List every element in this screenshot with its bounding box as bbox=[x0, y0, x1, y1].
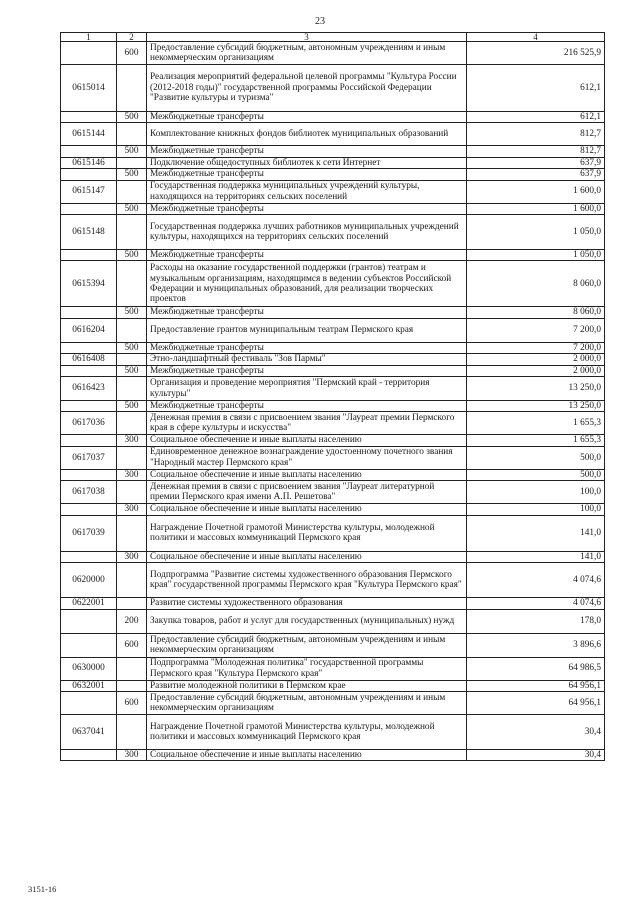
table-row bbox=[61, 157, 605, 168]
table-row bbox=[61, 515, 605, 551]
amount-cell: 7 200,0 bbox=[467, 342, 605, 353]
kvr-cell: 300 bbox=[117, 749, 147, 760]
name-cell: Денежная премия в связи с присвоением звания "Лауреат премии Пермского края в сфере культуры и искусства" bbox=[147, 412, 467, 435]
name-cell: Государственная поддержка муниципальных учреждений культуры, находящихся на территориях сельских поселений bbox=[147, 180, 467, 203]
amount-cell: 216 525,9 bbox=[467, 42, 605, 65]
table-row bbox=[61, 123, 605, 146]
amount-cell: 4 074,6 bbox=[467, 598, 605, 609]
code-cell bbox=[61, 435, 117, 446]
table-row bbox=[61, 551, 605, 562]
amount-cell: 178,0 bbox=[467, 609, 605, 633]
name-cell: Межбюджетные трансферты bbox=[147, 401, 467, 412]
code-cell bbox=[61, 469, 117, 480]
amount-cell: 812,7 bbox=[467, 123, 605, 146]
table-row bbox=[61, 203, 605, 214]
kvr-cell bbox=[117, 714, 147, 749]
code-cell bbox=[61, 169, 117, 180]
kvr-cell bbox=[117, 318, 147, 342]
kvr-cell bbox=[117, 180, 147, 203]
code-cell bbox=[61, 551, 117, 562]
amount-cell: 812,7 bbox=[467, 146, 605, 157]
amount-cell: 612,1 bbox=[467, 112, 605, 123]
code-cell: 0615144 bbox=[61, 123, 117, 146]
code-cell: 0622001 bbox=[61, 598, 117, 609]
column-header: 3 bbox=[147, 33, 467, 42]
kvr-cell bbox=[117, 123, 147, 146]
table-row bbox=[61, 354, 605, 365]
table-row bbox=[61, 250, 605, 261]
code-cell bbox=[61, 401, 117, 412]
kvr-cell bbox=[117, 261, 147, 307]
amount-cell: 30,4 bbox=[467, 714, 605, 749]
code-cell bbox=[61, 749, 117, 760]
name-cell: Развитие системы художественного образования bbox=[147, 598, 467, 609]
code-cell: 0637041 bbox=[61, 714, 117, 749]
amount-cell: 100,0 bbox=[467, 504, 605, 515]
kvr-cell: 600 bbox=[117, 42, 147, 65]
table-row bbox=[61, 609, 605, 633]
amount-cell: 7 200,0 bbox=[467, 318, 605, 342]
kvr-cell: 300 bbox=[117, 504, 147, 515]
table-row bbox=[61, 65, 605, 112]
kvr-cell: 500 bbox=[117, 112, 147, 123]
code-cell: 0616408 bbox=[61, 354, 117, 365]
kvr-cell: 500 bbox=[117, 250, 147, 261]
code-cell bbox=[61, 307, 117, 318]
table-row bbox=[61, 169, 605, 180]
code-cell: 0620000 bbox=[61, 563, 117, 598]
kvr-cell: 300 bbox=[117, 469, 147, 480]
kvr-cell bbox=[117, 157, 147, 168]
name-cell: Социальное обеспечение и иные выплаты населению bbox=[147, 435, 467, 446]
name-cell: Межбюджетные трансферты bbox=[147, 250, 467, 261]
code-cell: 0617039 bbox=[61, 515, 117, 551]
amount-cell: 100,0 bbox=[467, 481, 605, 504]
code-cell bbox=[61, 203, 117, 214]
page-number: 23 bbox=[315, 16, 325, 27]
code-cell: 0630000 bbox=[61, 657, 117, 680]
amount-cell: 500,0 bbox=[467, 446, 605, 469]
amount-cell: 4 074,6 bbox=[467, 563, 605, 598]
table-row bbox=[61, 504, 605, 515]
code-cell: 0632001 bbox=[61, 680, 117, 691]
column-header-row bbox=[61, 33, 605, 42]
kvr-cell: 300 bbox=[117, 551, 147, 562]
amount-cell: 2 000,0 bbox=[467, 354, 605, 365]
kvr-cell bbox=[117, 563, 147, 598]
table-row bbox=[61, 377, 605, 401]
name-cell: Комплектование книжных фондов библиотек муниципальных образований bbox=[147, 123, 467, 146]
code-cell: 0617037 bbox=[61, 446, 117, 469]
amount-cell: 64 956,1 bbox=[467, 680, 605, 691]
footer-code: 3151-16 bbox=[28, 884, 57, 894]
code-cell: 0615148 bbox=[61, 215, 117, 250]
code-cell: 0616423 bbox=[61, 377, 117, 401]
amount-cell: 1 600,0 bbox=[467, 203, 605, 214]
name-cell: Единовременное денежное вознаграждение удостоенному почетного звания "Народный мастер Пермского края" bbox=[147, 446, 467, 469]
amount-cell: 1 600,0 bbox=[467, 180, 605, 203]
amount-cell: 64 986,5 bbox=[467, 657, 605, 680]
kvr-cell: 500 bbox=[117, 365, 147, 376]
amount-cell: 8 060,0 bbox=[467, 307, 605, 318]
name-cell: Государственная поддержка лучших работников муниципальных учреждений культуры, находящихся на территориях сельских поселений bbox=[147, 215, 467, 250]
code-cell bbox=[61, 112, 117, 123]
kvr-cell bbox=[117, 65, 147, 112]
code-cell bbox=[61, 146, 117, 157]
table-row bbox=[61, 598, 605, 609]
name-cell: Реализация мероприятий федеральной целевой программы "Культура России (2012-2018 годы)" государственной программы Российской Федерации "Развитие культуры и туризма" bbox=[147, 65, 467, 112]
kvr-cell: 500 bbox=[117, 169, 147, 180]
column-header: 2 bbox=[117, 33, 147, 42]
name-cell: Социальное обеспечение и иные выплаты населению bbox=[147, 749, 467, 760]
table-row bbox=[61, 180, 605, 203]
name-cell: Межбюджетные трансферты bbox=[147, 146, 467, 157]
amount-cell: 1 655,3 bbox=[467, 412, 605, 435]
name-cell: Этно-ландшафтный фестиваль "Зов Пармы" bbox=[147, 354, 467, 365]
name-cell: Предоставление субсидий бюджетным, автономным учреждениям и иным некоммерческим организациям bbox=[147, 691, 467, 714]
name-cell: Закупка товаров, работ и услуг для государственных (муниципальных) нужд bbox=[147, 609, 467, 633]
amount-cell: 141,0 bbox=[467, 551, 605, 562]
table-row bbox=[61, 563, 605, 598]
budget-table bbox=[60, 32, 605, 761]
kvr-cell: 500 bbox=[117, 146, 147, 157]
amount-cell: 637,9 bbox=[467, 169, 605, 180]
amount-cell: 13 250,0 bbox=[467, 377, 605, 401]
table-row bbox=[61, 42, 605, 65]
code-cell bbox=[61, 633, 117, 657]
kvr-cell: 600 bbox=[117, 633, 147, 657]
name-cell: Награждение Почетной грамотой Министерства культуры, молодежной политики и массовых коммуникаций Пермского края bbox=[147, 515, 467, 551]
kvr-cell: 300 bbox=[117, 435, 147, 446]
code-cell bbox=[61, 365, 117, 376]
name-cell: Награждение Почетной грамотой Министерства культуры, молодежной политики и массовых коммуникаций Пермского края bbox=[147, 714, 467, 749]
table-row bbox=[61, 215, 605, 250]
amount-cell: 30,4 bbox=[467, 749, 605, 760]
table-row bbox=[61, 680, 605, 691]
amount-cell: 1 655,3 bbox=[467, 435, 605, 446]
table-row bbox=[61, 412, 605, 435]
code-cell: 0615147 bbox=[61, 180, 117, 203]
table-row bbox=[61, 318, 605, 342]
code-cell: 0617036 bbox=[61, 412, 117, 435]
amount-cell: 141,0 bbox=[467, 515, 605, 551]
table-row bbox=[61, 365, 605, 376]
kvr-cell bbox=[117, 515, 147, 551]
table-row bbox=[61, 261, 605, 307]
table-row bbox=[61, 307, 605, 318]
kvr-cell: 500 bbox=[117, 307, 147, 318]
code-cell: 0617038 bbox=[61, 481, 117, 504]
table-row bbox=[61, 446, 605, 469]
name-cell: Социальное обеспечение и иные выплаты населению bbox=[147, 504, 467, 515]
kvr-cell bbox=[117, 598, 147, 609]
name-cell: Предоставление грантов муниципальным театрам Пермского края bbox=[147, 318, 467, 342]
name-cell: Денежная премия в связи с присвоением звания "Лауреат литературной премии Пермского края имени А.П. Решетова" bbox=[147, 481, 467, 504]
amount-cell: 13 250,0 bbox=[467, 401, 605, 412]
name-cell: Межбюджетные трансферты bbox=[147, 112, 467, 123]
name-cell: Подпрограмма "Развитие системы художественного образования Пермского края" государственной программы Пермского края "Культура Пермского края" bbox=[147, 563, 467, 598]
code-cell bbox=[61, 691, 117, 714]
amount-cell: 612,1 bbox=[467, 65, 605, 112]
amount-cell: 8 060,0 bbox=[467, 261, 605, 307]
name-cell: Предоставление субсидий бюджетным, автономным учреждениям и иным некоммерческим организациям bbox=[147, 42, 467, 65]
name-cell: Социальное обеспечение и иные выплаты населению bbox=[147, 551, 467, 562]
name-cell: Межбюджетные трансферты bbox=[147, 365, 467, 376]
table-row bbox=[61, 401, 605, 412]
name-cell: Развитие молодежной политики в Пермском крае bbox=[147, 680, 467, 691]
table-row bbox=[61, 469, 605, 480]
table-row bbox=[61, 657, 605, 680]
table-row bbox=[61, 749, 605, 760]
kvr-cell bbox=[117, 680, 147, 691]
table-row bbox=[61, 146, 605, 157]
amount-cell: 64 956,1 bbox=[467, 691, 605, 714]
kvr-cell: 500 bbox=[117, 203, 147, 214]
kvr-cell bbox=[117, 412, 147, 435]
kvr-cell: 600 bbox=[117, 691, 147, 714]
table-row bbox=[61, 691, 605, 714]
code-cell bbox=[61, 342, 117, 353]
code-cell: 0615014 bbox=[61, 65, 117, 112]
kvr-cell bbox=[117, 446, 147, 469]
kvr-cell: 200 bbox=[117, 609, 147, 633]
name-cell: Расходы на оказание государственной поддержки (грантов) театрам и музыкальным организациям, находящимся в ведении субъектов Российской Федерации и муниципальных образований, для реализации творческих проектов bbox=[147, 261, 467, 307]
name-cell: Межбюджетные трансферты bbox=[147, 307, 467, 318]
name-cell: Подпрограмма "Молодежная политика" государственной программы Пермского края "Культура Пермского края" bbox=[147, 657, 467, 680]
kvr-cell: 500 bbox=[117, 342, 147, 353]
amount-cell: 1 050,0 bbox=[467, 250, 605, 261]
code-cell bbox=[61, 504, 117, 515]
code-cell: 0615146 bbox=[61, 157, 117, 168]
name-cell: Межбюджетные трансферты bbox=[147, 169, 467, 180]
code-cell: 0615394 bbox=[61, 261, 117, 307]
column-header: 1 bbox=[61, 33, 117, 42]
name-cell: Межбюджетные трансферты bbox=[147, 203, 467, 214]
table-row bbox=[61, 714, 605, 749]
kvr-cell bbox=[117, 354, 147, 365]
column-header: 4 bbox=[467, 33, 605, 42]
table-row bbox=[61, 435, 605, 446]
kvr-cell bbox=[117, 377, 147, 401]
kvr-cell bbox=[117, 481, 147, 504]
table-row bbox=[61, 112, 605, 123]
table-row bbox=[61, 633, 605, 657]
name-cell: Межбюджетные трансферты bbox=[147, 342, 467, 353]
amount-cell: 2 000,0 bbox=[467, 365, 605, 376]
table-row bbox=[61, 481, 605, 504]
code-cell bbox=[61, 42, 117, 65]
amount-cell: 1 050,0 bbox=[467, 215, 605, 250]
table-row bbox=[61, 342, 605, 353]
code-cell bbox=[61, 250, 117, 261]
code-cell bbox=[61, 609, 117, 633]
kvr-cell: 500 bbox=[117, 401, 147, 412]
kvr-cell bbox=[117, 215, 147, 250]
amount-cell: 500,0 bbox=[467, 469, 605, 480]
name-cell: Социальное обеспечение и иные выплаты населению bbox=[147, 469, 467, 480]
name-cell: Организация и проведение мероприятия "Пермский край - территория культуры" bbox=[147, 377, 467, 401]
amount-cell: 3 896,6 bbox=[467, 633, 605, 657]
name-cell: Подключение общедоступных библиотек к сети Интернет bbox=[147, 157, 467, 168]
name-cell: Предоставление субсидий бюджетным, автономным учреждениям и иным некоммерческим организациям bbox=[147, 633, 467, 657]
code-cell: 0616204 bbox=[61, 318, 117, 342]
amount-cell: 637,9 bbox=[467, 157, 605, 168]
kvr-cell bbox=[117, 657, 147, 680]
